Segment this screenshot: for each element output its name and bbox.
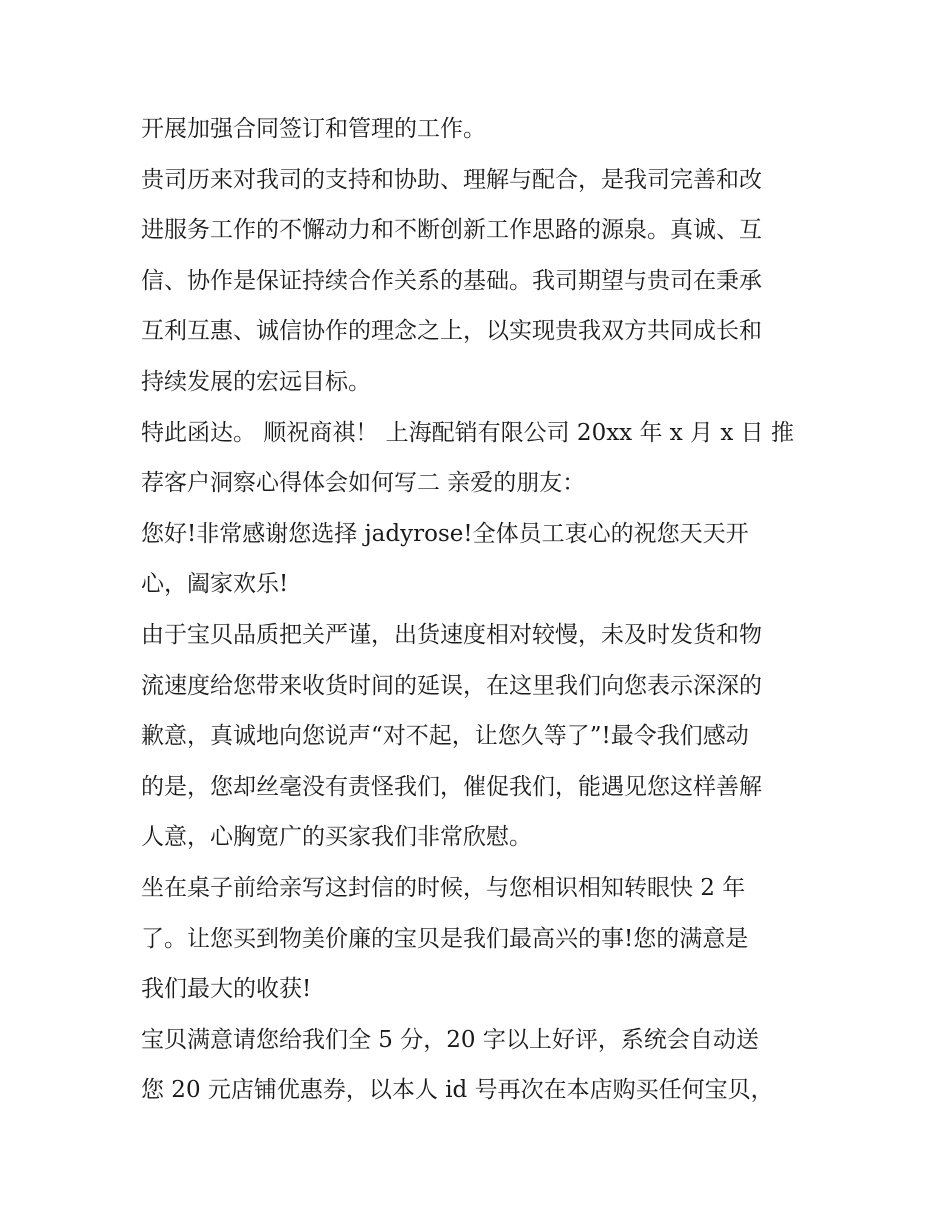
- text-line: 了。让您买到物美价廉的宝贝是我们最高兴的事!您的满意是: [141, 925, 749, 952]
- text-line: 荐客户洞察心得体会如何写二 亲爱的朋友：: [141, 470, 586, 497]
- text-line: 心，阖家欢乐!: [141, 571, 289, 598]
- text-line: 持续发展的宏远目标。: [141, 368, 371, 395]
- text-line: 我们最大的收获!: [141, 976, 312, 1003]
- text-line: 特此函达。 顺祝商祺！ 上海配销有限公司 20xx 年 x 月 x 日 推: [141, 419, 794, 446]
- text-line: 人意，心胸宽广的买家我们非常欣慰。: [141, 824, 532, 851]
- text-line: 流速度给您带来收货时间的延误，在这里我们向您表示深深的: [141, 672, 762, 699]
- text-line: 贵司历来对我司的支持和协助、理解与配合，是我司完善和改: [141, 166, 762, 193]
- text-line: 的是，您却丝毫没有责怪我们，催促我们，能遇见您这样善解: [141, 773, 762, 800]
- text-line: 开展加强合同签订和管理的工作。: [141, 116, 486, 142]
- text-line: 由于宝贝品质把关严谨，出货速度相对较慢，未及时发货和物: [141, 621, 762, 648]
- text-line: 您好!非常感谢您选择 jadyrose!全体员工衷心的祝您天天开: [141, 520, 749, 547]
- text-line: 宝贝满意请您给我们全 5 分，20 字以上好评，系统会自动送: [141, 1026, 759, 1053]
- text-line: 坐在桌子前给亲写这封信的时候，与您相识相知转眼快 2 年: [141, 874, 746, 901]
- document-body: [141, 104, 821, 1116]
- text-line: 进服务工作的不懈动力和不断创新工作思路的源泉。真诚、互: [141, 217, 762, 244]
- text-line: 互利互惠、诚信协作的理念之上，以实现贵我双方共同成长和: [141, 318, 762, 345]
- text-line: 信、协作是保证持续合作关系的基础。我司期望与贵司在秉承: [141, 267, 762, 294]
- text-line: 您 20 元店铺优惠券，以本人 id 号再次在本店购买任何宝贝，: [141, 1077, 774, 1104]
- text-line: 歉意，真诚地向您说声“对不起，让您久等了”!最令我们感动: [141, 723, 749, 750]
